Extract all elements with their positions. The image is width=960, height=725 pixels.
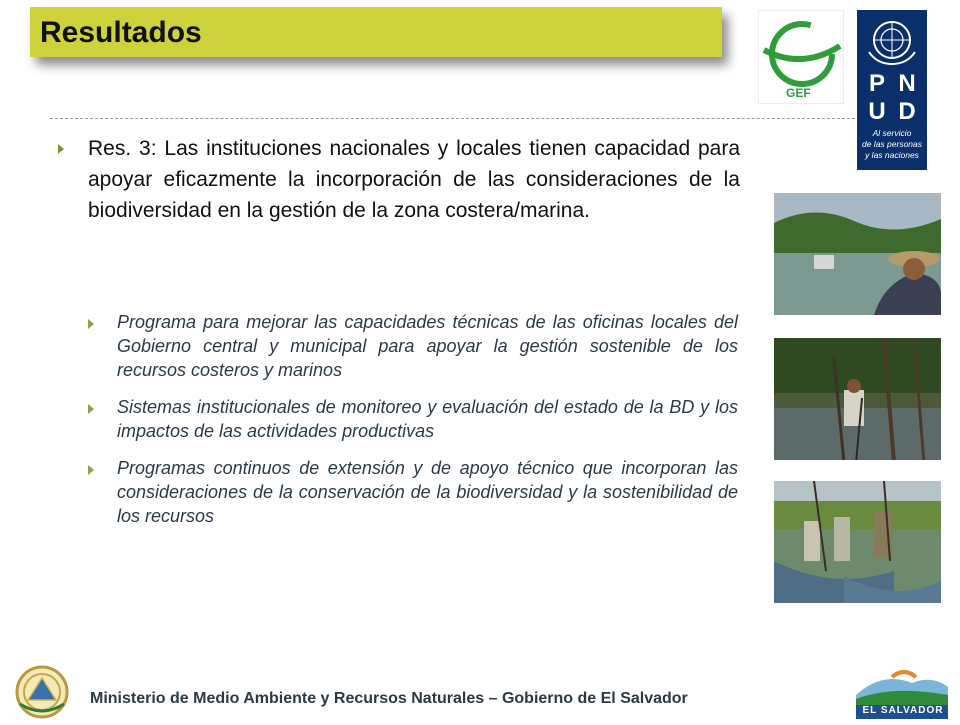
list-item: [88, 310, 738, 382]
undp-tagline: [857, 128, 927, 161]
undp-logo: [857, 10, 927, 170]
footer-ministry: Ministerio de Medio Ambiente y Recursos Naturales – Gobierno de El Salvador: [90, 690, 688, 707]
main-bullet-text: Res. 3: Las instituciones nacionales y locales tienen capacidad para apoyar eficazmente la incorporación de las consideraciones de la biodiversidad en la gestión de la zona costera/marina.: [88, 137, 740, 222]
undp-letter-p: P: [868, 70, 885, 97]
photo-river-boat: [774, 193, 941, 315]
undp-tagline-line: Al servicio: [872, 128, 912, 138]
sub-bullet-list: [88, 310, 738, 541]
el-salvador-crest-icon: [12, 664, 72, 720]
divider: [50, 118, 870, 119]
undp-tagline-line: de las personas: [861, 139, 922, 149]
arrow-bullet-icon: [88, 465, 94, 475]
main-bullet: [58, 133, 740, 226]
arrow-bullet-icon: [58, 144, 64, 154]
photo-fishermen-boats: [774, 481, 941, 603]
sub-bullet-text: Sistemas institucionales de monitoreo y evaluación del estado de la BD y los impactos de las actividades productivas: [117, 397, 738, 441]
el-salvador-logo-label: EL SALVADOR: [862, 705, 944, 716]
list-item: [88, 395, 738, 443]
arrow-bullet-icon: [88, 404, 94, 414]
un-emblem-icon: [857, 10, 927, 70]
gef-logo-icon: [758, 10, 844, 104]
list-item: [88, 456, 738, 528]
sub-bullet-text: Programa para mejorar las capacidades técnicas de las oficinas locales del Gobierno central y municipal para apoyar la gestión sostenible de los recursos costeros y marinos: [117, 312, 738, 380]
el-salvador-logo: [852, 665, 952, 720]
undp-letter-n: N: [898, 70, 916, 97]
page-title: Resultados: [40, 16, 202, 49]
undp-letter-d: D: [898, 98, 916, 125]
gef-logo-label: GEF: [786, 86, 811, 100]
undp-tagline-line: y las naciones: [865, 150, 919, 160]
photo-mangrove-worker: [774, 338, 941, 460]
arrow-bullet-icon: [88, 319, 94, 329]
title-bar: [30, 7, 722, 57]
undp-letter-u: U: [868, 98, 886, 125]
sub-bullet-text: Programas continuos de extensión y de apoyo técnico que incorporan las consideraciones de la conservación de la biodiversidad y la sostenibilidad de los recursos: [117, 458, 738, 526]
